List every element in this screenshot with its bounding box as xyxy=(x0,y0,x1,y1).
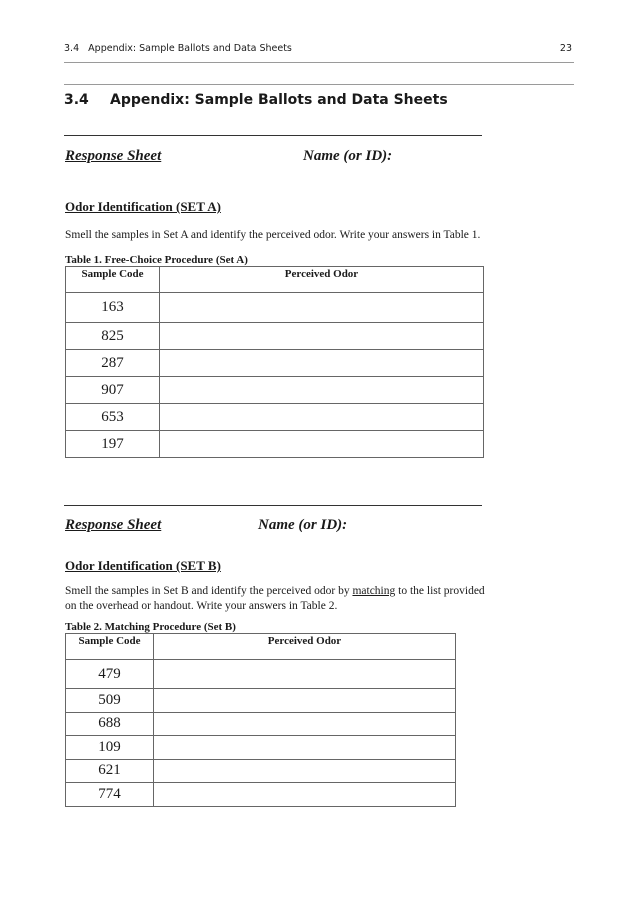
perceived-odor-cell[interactable] xyxy=(160,377,484,404)
page-number: 23 xyxy=(559,43,572,54)
column-header-perceived-odor: Perceived Odor xyxy=(154,634,456,660)
sample-code-cell: 109 xyxy=(66,736,154,760)
sheet-b-response-label: Response Sheet xyxy=(65,517,162,533)
perceived-odor-cell[interactable] xyxy=(154,736,456,760)
sample-code-cell: 653 xyxy=(66,404,160,431)
sheet-b-name-label: Name (or ID): xyxy=(258,517,348,533)
perceived-odor-cell[interactable] xyxy=(160,323,484,350)
sample-code-cell: 197 xyxy=(66,431,160,458)
sample-code-cell: 621 xyxy=(66,759,154,783)
perceived-odor-cell[interactable] xyxy=(154,660,456,689)
perceived-odor-cell[interactable] xyxy=(154,783,456,807)
header-rule xyxy=(64,62,574,63)
table-row xyxy=(66,323,484,350)
section-number: 3.4 xyxy=(64,92,89,108)
table-row xyxy=(66,350,484,377)
matching-table xyxy=(65,633,456,807)
sample-code-cell: 509 xyxy=(66,689,154,713)
table-row xyxy=(66,736,456,760)
perceived-odor-cell[interactable] xyxy=(160,350,484,377)
section-title: Appendix: Sample Ballots and Data Sheets xyxy=(110,92,448,108)
perceived-odor-cell[interactable] xyxy=(154,712,456,736)
perceived-odor-cell[interactable] xyxy=(160,293,484,323)
free-choice-table xyxy=(65,266,484,458)
sample-code-cell: 774 xyxy=(66,783,154,807)
table-row xyxy=(66,783,456,807)
sample-code-cell: 825 xyxy=(66,323,160,350)
sample-code-cell: 688 xyxy=(66,712,154,736)
running-head: 3.4 Appendix: Sample Ballots and Data Sheets xyxy=(64,43,292,54)
sheet-a-response-label: Response Sheet xyxy=(65,148,162,164)
sheet-a-instructions: Smell the samples in Set A and identify the perceived odor. Write your answers in Table 1. xyxy=(65,229,481,241)
instructions-emphasis: matching xyxy=(352,585,396,597)
column-header-sample-code: Sample Code xyxy=(66,267,160,293)
table-row xyxy=(66,404,484,431)
table-row xyxy=(66,431,484,458)
sheet-b-heading: Odor Identification (SET B) xyxy=(65,558,221,573)
column-header-perceived-odor: Perceived Odor xyxy=(160,267,484,293)
sheet-a-top-rule xyxy=(64,135,482,136)
sheet-b-top-rule xyxy=(64,505,482,506)
sample-code-cell: 907 xyxy=(66,377,160,404)
instructions-text-end: to the list provided on the overhead or handout. Write your answers in Table 2. xyxy=(65,585,485,612)
perceived-odor-cell[interactable] xyxy=(160,404,484,431)
table-row xyxy=(66,759,456,783)
column-header-sample-code: Sample Code xyxy=(66,634,154,660)
instructions-text: Smell the samples in Set B and identify the perceived odor by xyxy=(65,585,353,597)
section-top-rule xyxy=(64,84,574,85)
sheet-b-table-caption: Table 2. Matching Procedure (Set B) xyxy=(65,621,236,633)
sheet-a-heading: Odor Identification (SET A) xyxy=(65,199,221,214)
sheet-b-instructions xyxy=(65,584,493,614)
sheet-a-name-label: Name (or ID): xyxy=(303,148,393,164)
sample-code-cell: 163 xyxy=(66,293,160,323)
perceived-odor-cell[interactable] xyxy=(154,689,456,713)
sample-code-cell: 479 xyxy=(66,660,154,689)
table-row xyxy=(66,293,484,323)
sheet-a-table-caption: Table 1. Free-Choice Procedure (Set A) xyxy=(65,254,248,266)
perceived-odor-cell[interactable] xyxy=(160,431,484,458)
perceived-odor-cell[interactable] xyxy=(154,759,456,783)
sample-code-cell: 287 xyxy=(66,350,160,377)
table-row xyxy=(66,712,456,736)
table-row xyxy=(66,689,456,713)
table-row xyxy=(66,377,484,404)
table-row xyxy=(66,660,456,689)
